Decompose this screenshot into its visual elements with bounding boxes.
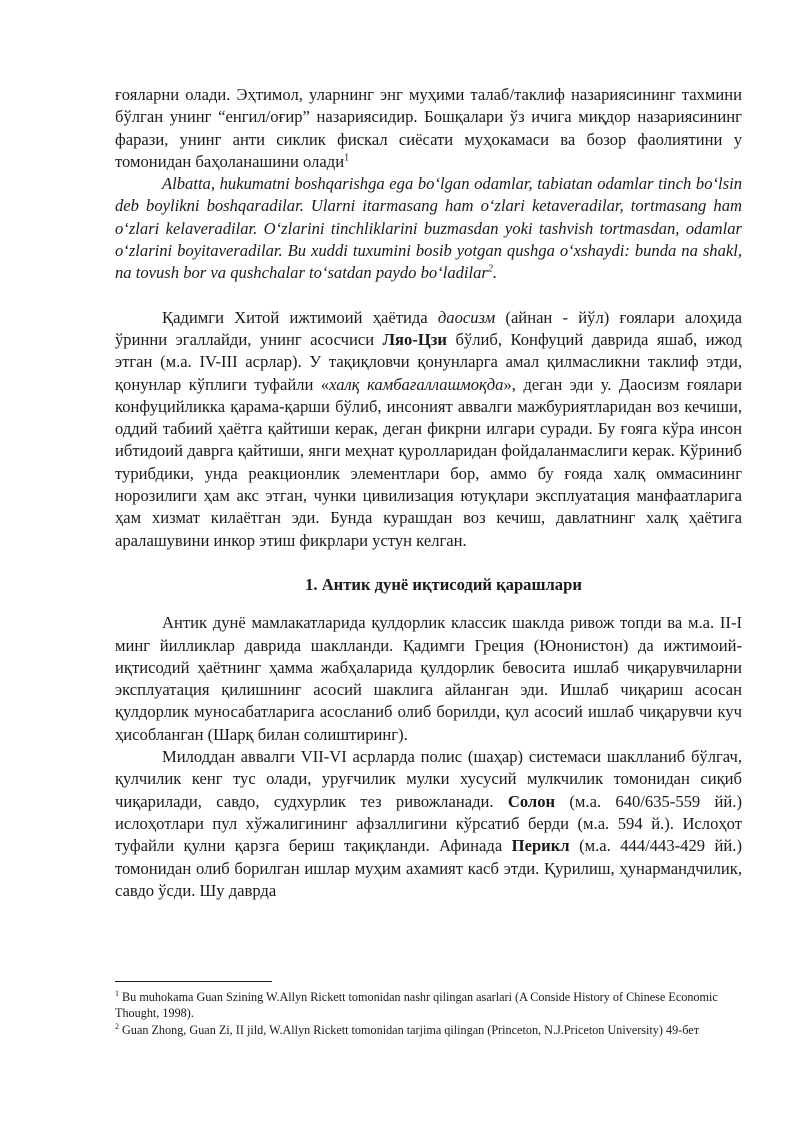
paragraph-4: Антик дунё мамлакатларида қулдорлик классик шаклда ривож топди ва м.а. II-I минг йилликлар даврида шаклланди. Қадимги Греция (Юнонистон) да ижтимоий-иқтисодий ҳаётнинг ҳамма жабҳаларида қулдорлик бевосита ишлаб чиқарувчиларни эксплуатация қилишнинг асосий шаклига айланган эди. Ишлаб чиқариш асосан қулдорлик муносабатларига асосланиб олиб борилди, қул асосий ишлаб чиқарувчи куч ҳисобланган (Шарқ билан солиштиринг). [115,613,742,744]
paragraph-1: ғояларни олади. Эҳтимол, уларнинг энг муҳими талаб/таклиф назариясининг тахмини бўлган унинг “енгил/оғир” назариясидир. Бошқалари ўз ичига миқдор назариясининг фарази, унинг анти сиклик фискал сиёсати муҳокамаси ва бозор фаолиятини у томонидан баҳоланашини олади$^1$ [115,85,742,171]
paragraph-2-quote: Albatta, hukumatni boshqarishga ega boʻlgan odamlar, tabiatan odamlar tinch boʻlsin deb boylikni boshqaradilar. Ularni itarmasang ham oʻzlari ketaveradilar, tortmasang ham oʻzlari kelaveradilar. Oʻzlarini tinchliklarini buzmasdan yoki tashvish tortmasdan, odamlar oʻzlarini boyitaveradilar. Bu xuddi tuxumini bosib yotgan qushga oʻxshaydi: bunda na shakl, na tovush bor va qushchalar toʻsatdan paydo boʻladilar$^2$. [115,174,742,283]
page-body [115,84,742,902]
paragraph-gap [115,285,742,307]
footnote-1: $^1$ Bu muhokama Guan Szining W.Allyn Rickett tomonidan nashr qilingan asarlari (A Conside History of Chinese Economic Thought, 1998). [115,988,718,1020]
footnote-ref-1[interactable]: 1 [344,152,350,164]
footnote-ref-2[interactable]: 2 [487,263,493,275]
paragraph-3: Қадимги Хитой ижтимоий ҳаётида даосизм (айнан - йўл) ғоялари алоҳида ўринни эгаллайди, унинг асосчиси Ляо-Цзи бўлиб, Конфуций даврида яшаб, ижод этган (м.а. IV-III асрлар). У тақиқловчи қонунларга амал қилмасликни таклиф этди, қонунлар кўплиги туфайли «халқ камбағаллашмоқда», деган эди у. Даосизм ғоялари конфуцийликка қарама-қарши бўлиб, инсоният аввалги мажбуриятларидан воз кечиши, оддий табиий ҳаётга қайтиши керак, деган фикрни илгари суради. Бу ғояга кўра инсон ибтидоий даврга қайтиши, янги меҳнат қуролларидан фойдаланмаслиги керак. Кўриниб турибдики, унда реакционлик элементлари бор, аммо бу ғояда халқ оммасининг норозилиги ҳам акс этган, чунки цивилизация ютуқлари эксплуатация манфаатларига ҳам хизмат килаётган эди. Бунда курашдан воз кечиш, давлатнинг халқ ҳаётига аралашувини инкор этиш фикрлари устун келган. [115,307,742,550]
footnote-2: $^2$ Guan Zhong, Guan Zi, II jild, W.Allyn Rickett tomonidan tarjima qilingan (Princeton, N.J.Priceton University) 49-бет [115,1021,700,1037]
section-heading: 1. Антик дунё иқтисодий қарашлари [305,574,582,594]
footnotes [115,981,742,1039]
paragraph-5: Милоддан аввалги VII-VI асрларда полис (шаҳар) системаси шаклланиб бўлгач, қулчилик кенг тус олади, уруғчилик мулки хусусий мулкчилик томонидан сиқиб чиқарилади, савдо, судхурлик тез ривожланади. Солон (м.а. 640/635-559 йй.) ислоҳотлари пул хўжалигининг афзаллигини кўрсатиб берди (м.а. 594 й.). Ислоҳот туфайли қулни қарзга бериш тақиқланди. Афинада Перикл (м.а. 444/443-429 йй.) томонидан олиб борилган ишлар муҳим ахамият касб этди. Қурилиш, ҳунармандчилик, савдо ўсди. Шу даврда [115,747,742,900]
footnote-divider [115,981,272,982]
